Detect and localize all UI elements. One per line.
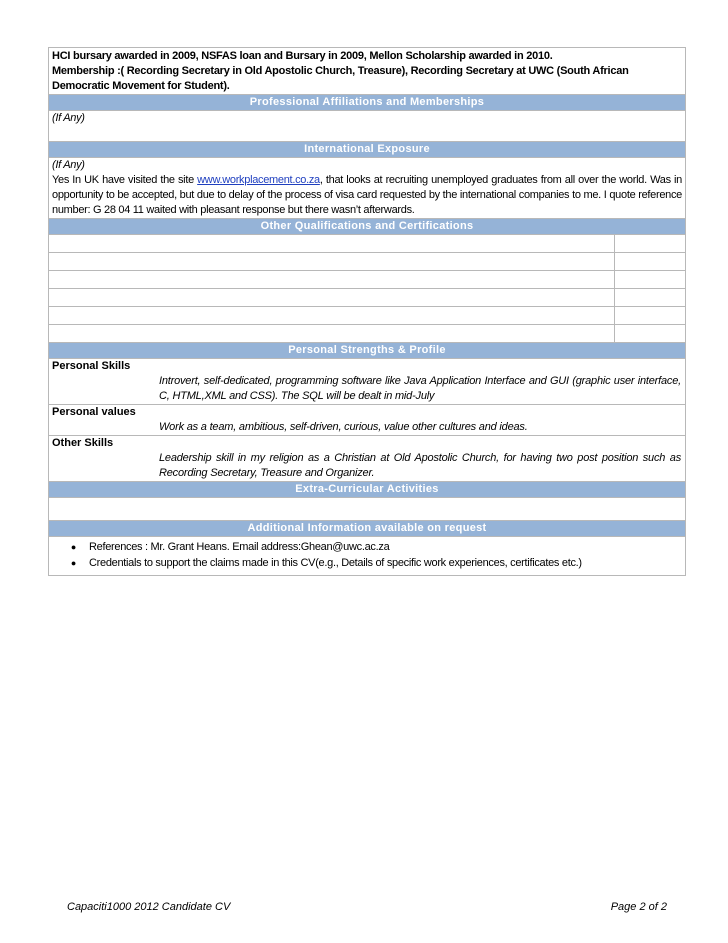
personal-values-row	[49, 404, 685, 435]
table-row	[49, 307, 685, 325]
extra-curricular-body	[49, 498, 685, 520]
international-text-start: Yes In UK have visited the site	[52, 174, 198, 186]
personal-values-text: Work as a team, ambitious, self-driven, curious, value other cultures and ideas.	[159, 421, 528, 433]
qualification-year-cell	[615, 307, 685, 324]
personal-skills-text: Introvert, self-dedicated, programming software like Java Application Interface and GUI (graphic user interface, C, HTML,XML and CSS). The SQL will be dealt in mid-July	[159, 375, 681, 402]
qualification-cell	[49, 289, 615, 306]
extra-curricular-header: Extra-Curricular Activities	[49, 481, 685, 498]
international-if-any: (If Any)	[52, 159, 85, 171]
qualification-cell	[49, 253, 615, 270]
footer-document-title: Capaciti1000 2012 Candidate CV	[67, 901, 231, 913]
qualification-year-cell	[615, 289, 685, 306]
qualification-cell	[49, 307, 615, 324]
list-item	[49, 539, 685, 555]
qualification-year-cell	[615, 271, 685, 288]
additional-information-list	[49, 537, 685, 575]
bursary-membership-block	[49, 48, 685, 94]
table-row	[49, 289, 685, 307]
personal-skills-row	[49, 359, 685, 404]
table-row	[49, 271, 685, 289]
other-qualifications-header: Other Qualifications and Certifications	[49, 218, 685, 235]
personal-skills-label: Personal Skills	[52, 360, 131, 372]
credentials-text: Credentials to support the claims made in this CV(e.g., Details of specific work experiences, certificates etc.)	[89, 557, 582, 569]
table-row	[49, 253, 685, 271]
qualification-cell	[49, 325, 615, 342]
membership-line: Membership :( Recording Secretary in Old Apostolic Church, Treasure), Recording Secretary at UWC (South African Democratic Movement for Student).	[52, 65, 629, 92]
other-skills-row	[49, 435, 685, 481]
qualification-year-cell	[615, 235, 685, 252]
qualifications-table	[49, 235, 685, 342]
qualification-year-cell	[615, 253, 685, 270]
cv-page	[48, 47, 686, 576]
workplacement-link[interactable]: www.workplacement.co.za	[197, 174, 320, 186]
page-number: Page 2 of 2	[610, 901, 667, 913]
table-row	[49, 325, 685, 342]
list-item	[49, 555, 685, 571]
bursary-line: HCI bursary awarded in 2009, NSFAS loan and Bursary in 2009, Mellon Scholarship awarded in 2010.	[52, 50, 553, 62]
international-exposure-header: International Exposure	[49, 141, 685, 158]
professional-affiliations-header: Professional Affiliations and Memberships	[49, 94, 685, 111]
personal-values-label: Personal values	[52, 406, 136, 418]
personal-strengths-table	[49, 359, 685, 481]
qualification-cell	[49, 271, 615, 288]
professional-affiliations-body: (If Any)	[52, 112, 85, 124]
additional-information-header: Additional Information available on request	[49, 520, 685, 537]
international-exposure-body	[49, 158, 685, 218]
personal-strengths-header: Personal Strengths & Profile	[49, 342, 685, 359]
table-row	[49, 235, 685, 253]
bullet-icon: ●	[70, 542, 76, 552]
other-skills-text: Leadership skill in my religion as a Christian at Old Apostolic Church, for having two post position such as Recording Secretary, Treasure and Organizer.	[159, 452, 681, 479]
page-footer	[67, 901, 667, 913]
table-row	[49, 498, 685, 520]
references-text: References : Mr. Grant Heans. Email address:Ghean@uwc.ac.za	[89, 541, 390, 553]
qualification-year-cell	[615, 325, 685, 342]
qualification-cell	[49, 235, 615, 252]
bullet-icon: ●	[70, 558, 76, 568]
other-skills-label: Other Skills	[52, 437, 114, 449]
international-text-end: , that looks at recruiting unemployed graduates from all over the world. Was in opportunity to be accepted, but due to delay of the process of visa card requested by the international companies to me. I quote reference number: G 28 04 11 waited with pleasant response but there wasn’t afterwards.	[52, 174, 682, 216]
